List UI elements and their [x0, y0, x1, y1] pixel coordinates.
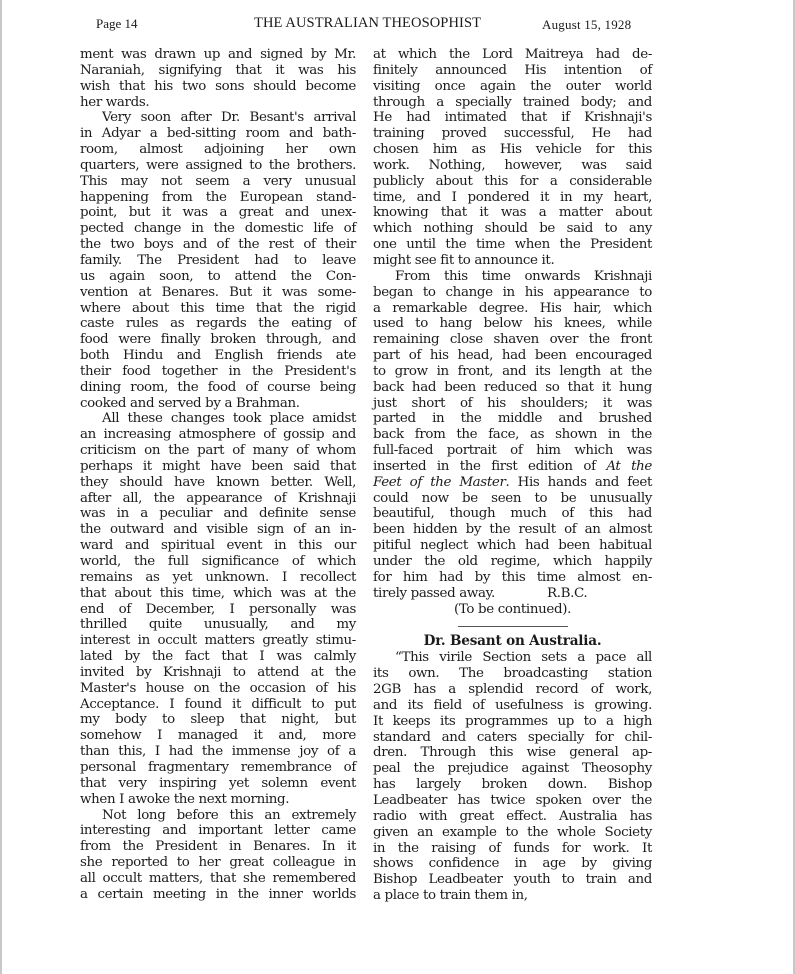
text-line: she reported to her great colleague in: [80, 855, 356, 871]
text-line: peal the prejudice against Theosophy: [373, 761, 652, 777]
text-line: wish that his two sons should become: [80, 78, 356, 94]
paragraph-start-line: From this time onwards Krishnaji: [395, 268, 652, 284]
text-line: point, but it was a great and unex-: [80, 205, 356, 221]
text-line: remaining close shaven over the front: [373, 332, 652, 348]
text-line: back from the face, as shown in the: [373, 427, 652, 443]
right-column-text-part3: [373, 650, 652, 904]
text-line: than this, I had the immense joy of a: [80, 744, 356, 760]
text-line-italic-title-start: [373, 459, 652, 475]
paragraph-start-line: Very soon after Dr. Besant's arrival: [102, 110, 356, 126]
paragraph-start-line: Not long before this an extremely: [102, 807, 356, 823]
text-line: dining room, the food of course being: [80, 379, 356, 395]
text-line: happening from the European stand-: [80, 189, 356, 205]
text-line: back had been reduced so that it hung: [373, 379, 652, 395]
text-line: somehow I managed it and, more: [80, 728, 356, 744]
text-line: time, and I pondered it in my heart,: [373, 189, 652, 205]
text-line: lated by the fact that I was calmly: [80, 649, 356, 665]
text-line: from the President in Benares. In it: [80, 839, 356, 855]
text-line: chosen him as His vehicle for this: [373, 142, 652, 158]
text-fragment: tirely passed away.: [373, 585, 495, 601]
text-line: began to change in his appearance to: [373, 284, 652, 300]
text-line: visiting once again the outer world: [373, 78, 652, 94]
signature-line: [373, 586, 652, 602]
text-line: a place to train them in,: [373, 888, 528, 904]
text-line: Bishop Leadbeater youth to train and: [373, 872, 652, 888]
text-line: quarters, were assigned to the brothers.: [80, 157, 356, 173]
text-line: He had intimated that if Krishnaji's: [373, 110, 652, 126]
text-line: cooked and served by a Brahman.: [80, 395, 300, 411]
text-line: under the old regime, which happily: [373, 554, 652, 569]
text-line: invited by Krishnaji to attend at the: [80, 664, 356, 680]
text-line: knowing that it was a matter about: [373, 205, 652, 221]
text-line: could now be seen to be unusually: [373, 490, 652, 506]
text-line: just short of his shoulders; it was: [373, 395, 652, 411]
text-line: when I awoke the next morning.: [80, 791, 290, 807]
text-line: after all, the appearance of Krishnaji: [80, 490, 356, 506]
text-line: This may not seem a very unusual: [80, 173, 356, 189]
book-title-fragment: At the: [606, 458, 652, 474]
text-line: ward and spiritual event in this our: [80, 538, 356, 554]
text-line: beautiful, though much of this had: [373, 506, 652, 522]
text-line: both Hindu and English friends ate: [80, 348, 356, 364]
text-line: and its field of usefulness is growing.: [373, 697, 652, 713]
paragraph-start-line: All these changes took place amidst: [102, 411, 356, 427]
text-line: they should have known better. Well,: [80, 474, 356, 490]
text-line: a certain meeting in the inner worlds: [80, 886, 356, 902]
text-line: pitiful neglect which had been habitual: [373, 538, 652, 554]
text-line: where about this time that the rigid: [80, 300, 356, 316]
text-line: world, the full significance of which: [80, 554, 356, 569]
text-line: that very inspiring yet solemn event: [80, 775, 356, 791]
page-header: [2, 14, 795, 34]
text-line: in the raising of funds for work. It: [373, 840, 652, 856]
text-line: standard and caters specially for chil-: [373, 729, 652, 745]
text-line: Master's house on the occasion of his: [80, 680, 356, 696]
text-line: finitely announced His intention of: [373, 62, 652, 78]
text-line: her wards.: [80, 94, 150, 110]
text-line: used to hang below his knees, while: [373, 316, 652, 332]
text-line: vention at Benares. But it was some-: [80, 284, 356, 300]
text-line: radio with great effect. Australia has: [373, 808, 652, 824]
text-line: Acceptance. I found it difficult to put: [80, 696, 356, 712]
paragraph-start-line: “This virile Section sets a pace all: [395, 650, 652, 666]
text-line: It keeps its programmes up to a high: [373, 713, 652, 729]
right-column-text-part1: [373, 47, 652, 459]
to-be-continued: (To be continued).: [454, 601, 571, 617]
section-heading: Dr. Besant on Australia.: [423, 633, 602, 650]
text-line: thrilled quite unusually, and my: [80, 617, 356, 633]
text-line: interesting and important letter came: [80, 823, 356, 839]
text-line: one until the time when the President: [373, 237, 652, 253]
text-line: personal fragmentary remembrance of: [80, 759, 356, 775]
text-line: an increasing atmosphere of gossip and: [80, 427, 356, 443]
text-line: at which the Lord Maitreya had de-: [373, 47, 652, 62]
left-column: [80, 47, 356, 903]
text-line: part of his head, had been encouraged: [373, 348, 652, 364]
text-line: their food together in the President's: [80, 363, 356, 379]
text-line: caste rules as regards the eating of: [80, 316, 356, 332]
page-number: Page 14: [96, 16, 138, 31]
text-line-italic-title-end: [373, 475, 652, 491]
text-line: training proved successful, He had: [373, 126, 652, 142]
text-line: 2GB has a splendid record of work,: [373, 682, 652, 698]
text-line: been hidden by the result of an almost: [373, 522, 652, 538]
text-line: Leadbeater has twice spoken over the: [373, 792, 652, 808]
text-line: pected change in the domestic life of: [80, 221, 356, 237]
text-line: end of December, I personally was: [80, 601, 356, 617]
text-line: the two boys and of the rest of their: [80, 237, 356, 253]
text-line: dren. Through this wise general ap-: [373, 745, 652, 761]
right-column-text-part2: [373, 491, 652, 586]
text-line: shows confidence in age by giving: [373, 856, 652, 872]
right-column: [373, 47, 652, 904]
text-line: has largely broken down. Bishop: [373, 777, 652, 793]
author-signature: R.B.C.: [546, 585, 588, 601]
text-line: interest in occult matters greatly stimu-: [80, 633, 356, 649]
issue-date: August 15, 1928: [542, 17, 632, 32]
text-line: through a specially trained body; and: [373, 94, 652, 110]
text-line: the outward and visible sign of an in-: [80, 522, 356, 538]
text-line: criticism on the part of many of whom: [80, 443, 356, 459]
text-line: Naraniah, signifying that it was his: [80, 62, 356, 78]
text-line: remains as yet unknown. I recollect: [80, 569, 356, 585]
text-line: room, almost adjoining her own: [80, 142, 356, 158]
text-line: which nothing should be said to any: [373, 221, 652, 237]
publication-title: THE AUSTRALIAN THEOSOPHIST: [254, 15, 482, 31]
section-divider: [458, 626, 568, 627]
text-line: in Adyar a bed-sitting room and bath-: [80, 126, 356, 142]
text-line: us again soon, to attend the Con-: [80, 268, 356, 284]
text-line: family. The President had to leave: [80, 252, 356, 268]
text-line: for him had by this time almost en-: [373, 569, 652, 585]
text-line: food were finally broken through, and: [80, 332, 356, 348]
text-line: parted in the middle and brushed: [373, 411, 652, 427]
text-line: a remarkable degree. His hair, which: [373, 300, 652, 316]
text-line: perhaps it might have been said that: [80, 458, 356, 474]
text-line: its own. The broadcasting station: [373, 666, 652, 682]
text-line: publicly about this for a considerable: [373, 173, 652, 189]
text-line: given an example to the whole Society: [373, 824, 652, 840]
text-line: might see fit to announce it.: [373, 252, 555, 268]
text-line: full-faced portrait of him which was: [373, 443, 652, 459]
text-line: my body to sleep that night, but: [80, 712, 356, 728]
text-fragment: inserted in the first edition of: [373, 458, 607, 474]
text-line: all occult matters, that she remembered: [80, 870, 356, 886]
text-line: that about this time, which was at the: [80, 585, 356, 601]
text-line: to grow in front, and its length at the: [373, 363, 652, 379]
text-line: ment was drawn up and signed by Mr.: [80, 47, 356, 62]
text-line: was in a peculiar and definite sense: [80, 506, 356, 522]
text-line: work. Nothing, however, was said: [373, 157, 652, 173]
book-title-fragment: Feet of the Master: [373, 474, 506, 490]
text-fragment: . His hands and feet: [505, 474, 653, 490]
